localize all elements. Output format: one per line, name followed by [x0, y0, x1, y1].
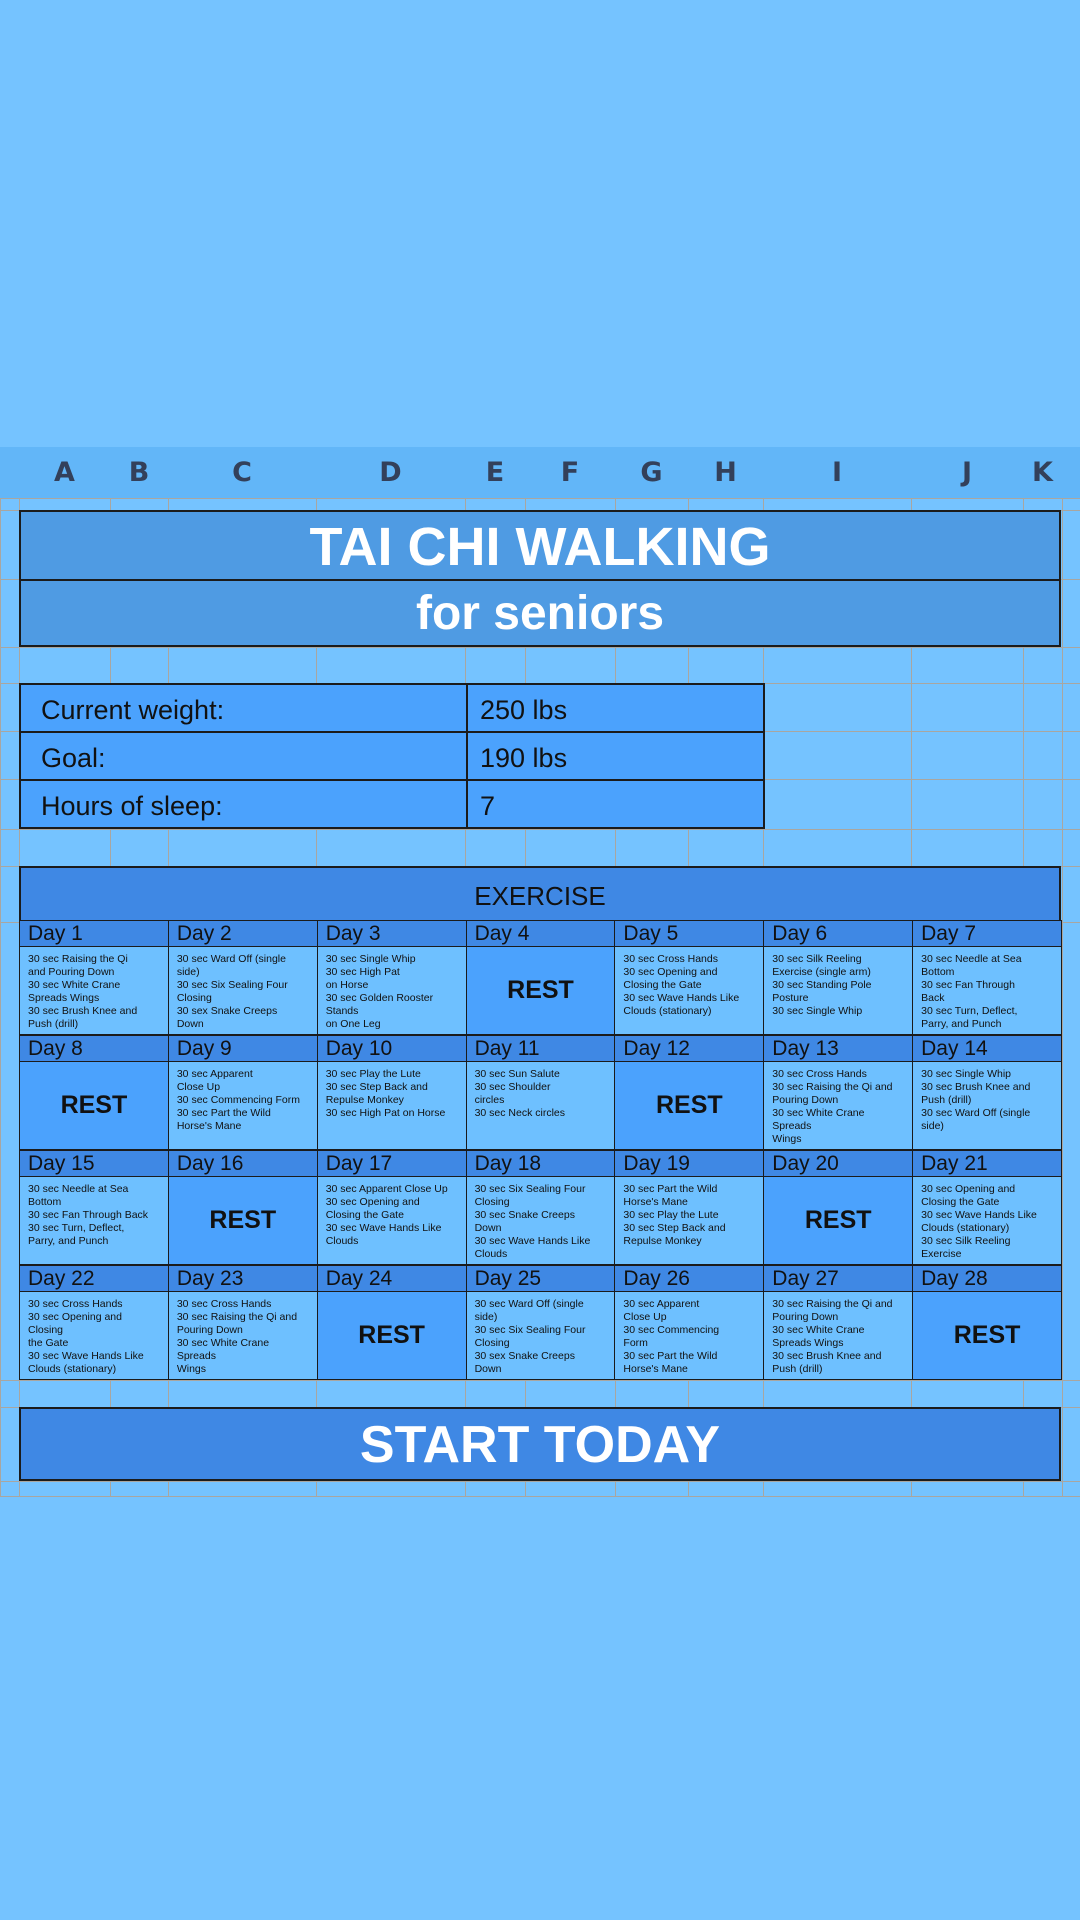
column-header-c[interactable]: C — [168, 447, 316, 498]
grid-line-horizontal — [0, 1496, 1080, 1497]
rest-day-cell[interactable]: REST — [168, 1176, 318, 1265]
rest-day-cell[interactable]: REST — [466, 946, 616, 1035]
day-label: Day 8 — [19, 1035, 169, 1062]
day-label: Day 21 — [912, 1150, 1062, 1177]
day-label: Day 24 — [317, 1265, 467, 1292]
sleep-value[interactable]: 7 — [466, 779, 765, 829]
page-subtitle: for seniors — [19, 579, 1061, 647]
exercise-cell[interactable]: 30 sec Apparent Close Up 30 sec Commencing Form 30 sec Part the Wild Horse's Mane — [168, 1061, 318, 1150]
column-header-e[interactable]: E — [465, 447, 525, 498]
column-header-f[interactable]: F — [525, 447, 615, 498]
exercise-cell[interactable]: 30 sec Single Whip 30 sec High Pat on Horse 30 sec Golden Rooster Stands on One Leg — [317, 946, 467, 1035]
day-label: Day 13 — [763, 1035, 913, 1062]
exercise-cell[interactable]: 30 sec Apparent Close Up 30 sec Commencing Form 30 sec Part the Wild Horse's Mane — [614, 1291, 764, 1380]
day-label: Day 17 — [317, 1150, 467, 1177]
exercise-cell[interactable]: 30 sec Apparent Close Up 30 sec Opening and Closing the Gate 30 sec Wave Hands Like Clouds — [317, 1176, 467, 1265]
column-header-j[interactable]: J — [911, 447, 1023, 498]
day-label: Day 23 — [168, 1265, 318, 1292]
day-label: Day 18 — [466, 1150, 616, 1177]
exercise-cell[interactable]: 30 sec Cross Hands 30 sec Raising the Qi and Pouring Down 30 sec White Crane Spreads Wings — [168, 1291, 318, 1380]
rest-day-cell[interactable]: REST — [763, 1176, 913, 1265]
current-weight-label: Current weight: — [19, 683, 468, 733]
day-label: Day 15 — [19, 1150, 169, 1177]
goal-value[interactable]: 190 lbs — [466, 731, 765, 781]
column-header-b[interactable]: B — [110, 447, 168, 498]
day-label: Day 11 — [466, 1035, 616, 1062]
exercise-cell[interactable]: 30 sec Cross Hands 30 sec Opening and Closing the Gate 30 sec Wave Hands Like Clouds (stationary) — [19, 1291, 169, 1380]
exercise-cell[interactable]: 30 sec Six Sealing Four Closing 30 sec Snake Creeps Down 30 sec Wave Hands Like Clouds — [466, 1176, 616, 1265]
day-label: Day 19 — [614, 1150, 764, 1177]
current-weight-value[interactable]: 250 lbs — [466, 683, 765, 733]
exercise-cell[interactable]: 30 sec Ward Off (single side) 30 sec Six Sealing Four Closing 30 sex Snake Creeps Down — [168, 946, 318, 1035]
day-label: Day 7 — [912, 920, 1062, 947]
day-label: Day 9 — [168, 1035, 318, 1062]
day-label: Day 1 — [19, 920, 169, 947]
column-header-i[interactable]: I — [763, 447, 911, 498]
grid-line-vertical — [1062, 447, 1063, 1496]
rest-day-cell[interactable]: REST — [19, 1061, 169, 1150]
grid-line-horizontal — [0, 1380, 1080, 1381]
day-label: Day 6 — [763, 920, 913, 947]
exercise-cell[interactable]: 30 sec Silk Reeling Exercise (single arm) 30 sec Standing Pole Posture 30 sec Single Whip — [763, 946, 913, 1035]
exercise-cell[interactable]: 30 sec Sun Salute 30 sec Shoulder circles 30 sec Neck circles — [466, 1061, 616, 1150]
day-label: Day 12 — [614, 1035, 764, 1062]
column-header-h[interactable]: H — [688, 447, 763, 498]
exercise-cell[interactable]: 30 sec Raising the Qi and Pouring Down 30 sec White Crane Spreads Wings 30 sec Brush Knee and Push (drill) — [763, 1291, 913, 1380]
day-label: Day 5 — [614, 920, 764, 947]
exercise-cell[interactable]: 30 sec Needle at Sea Bottom 30 sec Fan Through Back 30 sec Turn, Deflect, Parry, and Punch — [19, 1176, 169, 1265]
day-label: Day 3 — [317, 920, 467, 947]
exercise-cell[interactable]: 30 sec Play the Lute 30 sec Step Back and Repulse Monkey 30 sec High Pat on Horse — [317, 1061, 467, 1150]
grid-line-horizontal — [0, 498, 1080, 499]
exercise-cell[interactable]: 30 sec Raising the Qi and Pouring Down 30 sec White Crane Spreads Wings 30 sec Brush Knee and Push (drill) — [19, 946, 169, 1035]
rest-day-cell[interactable]: REST — [317, 1291, 467, 1380]
exercise-cell[interactable]: 30 sec Cross Hands 30 sec Raising the Qi and Pouring Down 30 sec White Crane Spreads Wings — [763, 1061, 913, 1150]
day-label: Day 22 — [19, 1265, 169, 1292]
day-label: Day 2 — [168, 920, 318, 947]
day-label: Day 20 — [763, 1150, 913, 1177]
column-header-k[interactable]: K — [1023, 447, 1062, 498]
day-label: Day 27 — [763, 1265, 913, 1292]
exercise-cell[interactable]: 30 sec Needle at Sea Bottom 30 sec Fan Through Back 30 sec Turn, Deflect, Parry, and Punch — [912, 946, 1062, 1035]
day-label: Day 28 — [912, 1265, 1062, 1292]
exercise-cell[interactable]: 30 sec Opening and Closing the Gate 30 sec Wave Hands Like Clouds (stationary) 30 sec Silk Reeling Exercise — [912, 1176, 1062, 1265]
day-label: Day 16 — [168, 1150, 318, 1177]
column-header-a[interactable]: A — [19, 447, 110, 498]
grid-line-horizontal — [0, 647, 1080, 648]
grid-line-vertical — [0, 447, 1, 1496]
rest-day-cell[interactable]: REST — [912, 1291, 1062, 1380]
sleep-label: Hours of sleep: — [19, 779, 468, 829]
day-label: Day 14 — [912, 1035, 1062, 1062]
rest-day-cell[interactable]: REST — [614, 1061, 764, 1150]
column-header-g[interactable]: G — [615, 447, 688, 498]
column-header-d[interactable]: D — [316, 447, 465, 498]
goal-label: Goal: — [19, 731, 468, 781]
exercise-cell[interactable]: 30 sec Ward Off (single side) 30 sec Six Sealing Four Closing 30 sex Snake Creeps Down — [466, 1291, 616, 1380]
start-today-button[interactable]: START TODAY — [19, 1407, 1061, 1481]
exercise-cell[interactable]: 30 sec Single Whip 30 sec Brush Knee and Push (drill) 30 sec Ward Off (single side) — [912, 1061, 1062, 1150]
grid-line-horizontal — [0, 1481, 1080, 1482]
exercise-cell[interactable]: 30 sec Part the Wild Horse's Mane 30 sec Play the Lute 30 sec Step Back and Repulse Monkey — [614, 1176, 764, 1265]
exercise-cell[interactable]: 30 sec Cross Hands 30 sec Opening and Closing the Gate 30 sec Wave Hands Like Clouds (stationary) — [614, 946, 764, 1035]
day-label: Day 10 — [317, 1035, 467, 1062]
day-label: Day 26 — [614, 1265, 764, 1292]
day-label: Day 4 — [466, 920, 616, 947]
exercise-header: EXERCISE — [19, 866, 1061, 922]
day-label: Day 25 — [466, 1265, 616, 1292]
page-title: TAI CHI WALKING — [19, 510, 1061, 581]
